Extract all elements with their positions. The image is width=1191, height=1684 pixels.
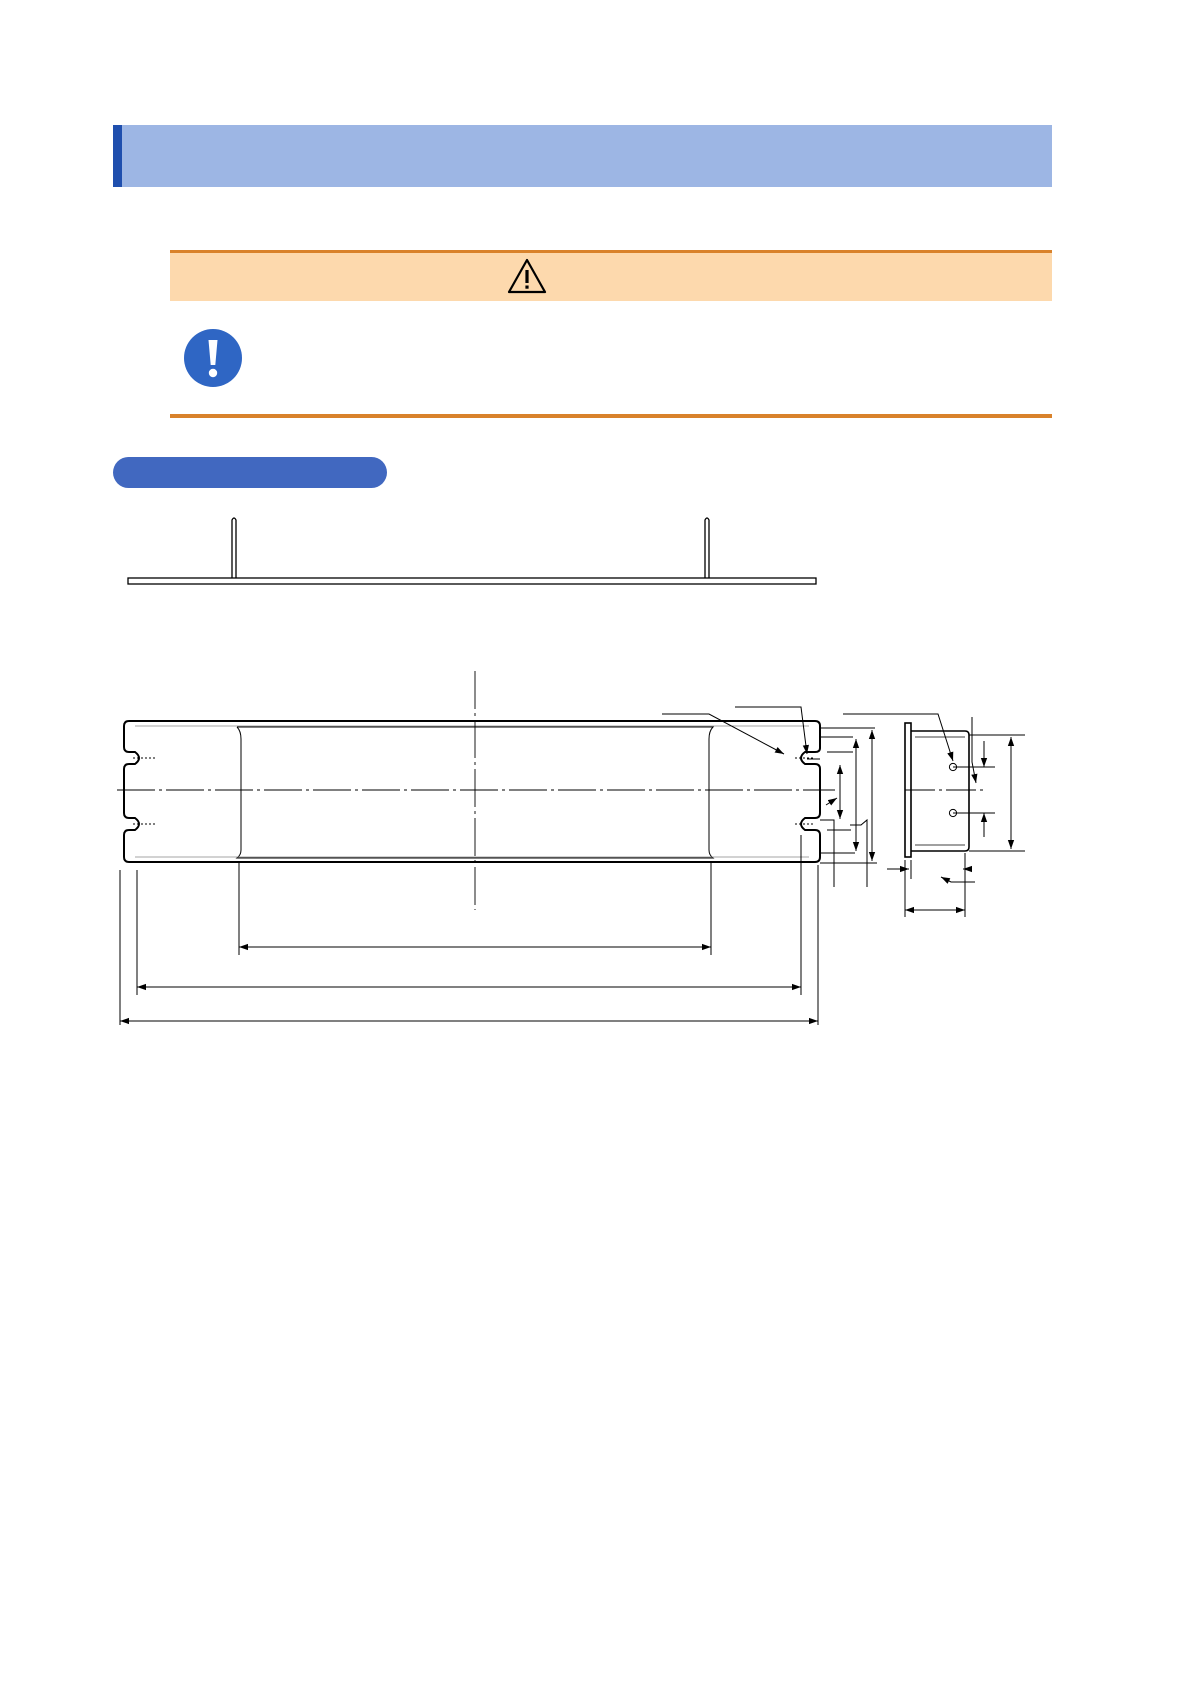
caution-body — [260, 330, 1040, 400]
vertical-dimensions — [820, 728, 877, 887]
side-view-dimensions — [843, 714, 1025, 917]
hole-markers — [133, 758, 815, 824]
slot-leaders — [662, 707, 820, 759]
panel-outline — [124, 721, 820, 862]
caution-bottom-rule — [170, 414, 1052, 418]
horizontal-dimensions — [120, 835, 818, 1025]
subsection-pill-heading — [113, 457, 387, 488]
inner-recess — [135, 726, 809, 858]
dimension-drawing — [115, 655, 1045, 1035]
caution-heading-band — [170, 253, 1052, 301]
exclamation-circle-icon — [183, 328, 243, 388]
section-header-accent — [113, 125, 122, 187]
center-lines — [117, 671, 835, 910]
warning-triangle-icon — [507, 258, 547, 294]
section-header-bar — [113, 125, 1052, 187]
top-view-drawing — [120, 508, 820, 588]
